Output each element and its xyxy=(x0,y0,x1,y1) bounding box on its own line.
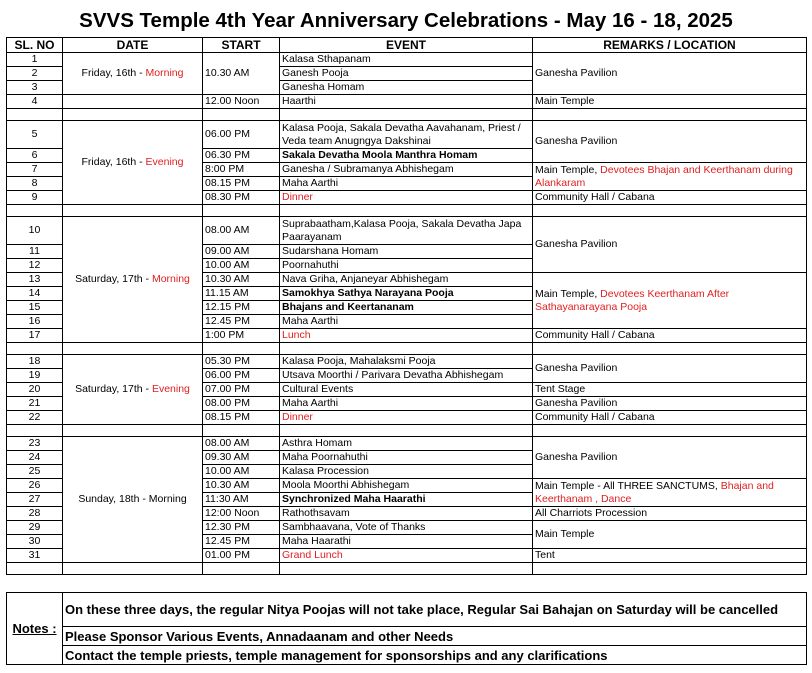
header-remarks: REMARKS / LOCATION xyxy=(533,38,807,53)
event-cell: Kalasa Pooja, Mahalaksmi Pooja xyxy=(280,355,533,369)
event-cell: Cultural Events xyxy=(280,383,533,397)
remarks-cell: Main Temple, Devotees Keerthanam After Sathayanarayana Pooja xyxy=(533,273,807,329)
sl-cell: 2 xyxy=(7,67,63,81)
page-title: SVVS Temple 4th Year Anniversary Celebrations - May 16 - 18, 2025 xyxy=(79,9,733,32)
event-cell: Maha Aarthi xyxy=(280,177,533,191)
notes-row xyxy=(7,593,807,627)
sl-cell: 12 xyxy=(7,259,63,273)
event-cell: Haarthi xyxy=(280,95,533,109)
table-row xyxy=(7,53,807,67)
sl-cell: 6 xyxy=(7,149,63,163)
start-cell: 08.00 PM xyxy=(203,397,280,411)
remarks-cell: Main Temple, Devotees Bhajan and Keerthanam during Alankaram xyxy=(533,163,807,191)
start-cell: 08.15 PM xyxy=(203,177,280,191)
sl-cell: 9 xyxy=(7,191,63,205)
event-cell: Asthra Homam xyxy=(280,437,533,451)
event-cell: Poornahuthi xyxy=(280,259,533,273)
table-row xyxy=(7,355,807,369)
sl-cell: 17 xyxy=(7,329,63,343)
note-line: Please Sponsor Various Events, Annadaanam and other Needs xyxy=(63,627,807,646)
sl-cell: 5 xyxy=(7,121,63,149)
spacer-row xyxy=(7,205,807,217)
event-cell: Ganesh Pooja xyxy=(280,67,533,81)
remarks-cell: Ganesha Pavilion xyxy=(533,397,807,411)
remarks-cell: Ganesha Pavilion xyxy=(533,217,807,273)
start-cell: 10.00 AM xyxy=(203,465,280,479)
note-line: On these three days, the regular Nitya Poojas will not take place, Regular Sai Bahajan on Saturday will be cancelled xyxy=(63,593,807,627)
sl-cell: 14 xyxy=(7,287,63,301)
sl-cell: 11 xyxy=(7,245,63,259)
start-cell: 05.30 PM xyxy=(203,355,280,369)
header-date: DATE xyxy=(63,38,203,53)
notes-table xyxy=(6,592,807,665)
remarks-cell: Ganesha Pavilion xyxy=(533,437,807,479)
event-cell: Ganesha Homam xyxy=(280,81,533,95)
sl-cell: 26 xyxy=(7,479,63,493)
start-cell: 11.15 AM xyxy=(203,287,280,301)
event-cell: Maha Aarthi xyxy=(280,315,533,329)
start-cell: 12:00 Noon xyxy=(203,507,280,521)
sl-cell: 30 xyxy=(7,535,63,549)
remarks-cell: Community Hall / Cabana xyxy=(533,191,807,205)
event-cell: Kalasa Procession xyxy=(280,465,533,479)
sl-cell: 8 xyxy=(7,177,63,191)
notes-row xyxy=(7,627,807,646)
date-cell-empty xyxy=(63,95,203,109)
remarks-cell: Ganesha Pavilion xyxy=(533,355,807,383)
start-cell: 10.30 AM xyxy=(203,273,280,287)
notes-label: Notes : xyxy=(7,593,63,665)
event-cell: Maha Haarathi xyxy=(280,535,533,549)
remarks-cell: Tent xyxy=(533,549,807,563)
event-cell: Rathothsavam xyxy=(280,507,533,521)
event-cell: Sambhaavana, Vote of Thanks xyxy=(280,521,533,535)
start-cell: 01.00 PM xyxy=(203,549,280,563)
sl-cell: 28 xyxy=(7,507,63,521)
sl-cell: 23 xyxy=(7,437,63,451)
sl-cell: 21 xyxy=(7,397,63,411)
sl-cell: 10 xyxy=(7,217,63,245)
header-row xyxy=(7,38,807,53)
remarks-cell: Ganesha Pavilion xyxy=(533,121,807,163)
sl-cell: 22 xyxy=(7,411,63,425)
sl-cell: 18 xyxy=(7,355,63,369)
sl-cell: 15 xyxy=(7,301,63,315)
start-cell: 10.30 AM xyxy=(203,479,280,493)
event-cell: Grand Lunch xyxy=(280,549,533,563)
start-cell: 11:30 AM xyxy=(203,493,280,507)
sl-cell: 7 xyxy=(7,163,63,177)
sl-cell: 24 xyxy=(7,451,63,465)
remarks-cell: Tent Stage xyxy=(533,383,807,397)
event-cell: Nava Griha, Anjaneyar Abhishegam xyxy=(280,273,533,287)
table-row xyxy=(7,95,807,109)
event-cell: Moola Moorthi Abhishegam xyxy=(280,479,533,493)
date-cell-sat-morning: Saturday, 17th - Morning xyxy=(63,217,203,343)
table-row xyxy=(7,217,807,245)
event-cell: Maha Poornahuthi xyxy=(280,451,533,465)
header-start: START xyxy=(203,38,280,53)
event-cell: Ganesha / Subramanya Abhishegam xyxy=(280,163,533,177)
start-cell: 12.45 PM xyxy=(203,535,280,549)
sl-cell: 20 xyxy=(7,383,63,397)
sl-cell: 4 xyxy=(7,95,63,109)
start-cell: 12.45 PM xyxy=(203,315,280,329)
start-cell: 12.15 PM xyxy=(203,301,280,315)
date-cell-fri-morning: Friday, 16th - Morning xyxy=(63,53,203,95)
date-cell-sun-morning: Sunday, 18th - Morning xyxy=(63,437,203,563)
sl-cell: 16 xyxy=(7,315,63,329)
notes-row xyxy=(7,646,807,665)
event-cell: Dinner xyxy=(280,411,533,425)
start-cell: 08.15 PM xyxy=(203,411,280,425)
event-cell: Kalasa Pooja, Sakala Devatha Aavahanam, Priest / Veda team Anugngya Dakshinai xyxy=(280,121,533,149)
sl-cell: 13 xyxy=(7,273,63,287)
start-cell: 08.00 AM xyxy=(203,217,280,245)
table-row xyxy=(7,121,807,149)
start-cell: 06.00 PM xyxy=(203,369,280,383)
remarks-cell: Main Temple - All THREE SANCTUMS, Bhajan and Keerthanam , Dance xyxy=(533,479,807,507)
sl-cell: 3 xyxy=(7,81,63,95)
event-cell: Suprabaatham,Kalasa Pooja, Sakala Devatha Japa Paarayanam xyxy=(280,217,533,245)
start-cell: 12.30 PM xyxy=(203,521,280,535)
event-cell: Sudarshana Homam xyxy=(280,245,533,259)
spacer-row xyxy=(7,343,807,355)
table-row xyxy=(7,437,807,451)
start-cell: 10.00 AM xyxy=(203,259,280,273)
start-cell: 10.30 AM xyxy=(203,53,280,95)
start-cell: 1:00 PM xyxy=(203,329,280,343)
remarks-cell: Ganesha Pavilion xyxy=(533,53,807,95)
event-cell: Lunch xyxy=(280,329,533,343)
event-cell: Sakala Devatha Moola Manthra Homam xyxy=(280,149,533,163)
start-cell: 09.00 AM xyxy=(203,245,280,259)
start-cell: 06.00 PM xyxy=(203,121,280,149)
sl-cell: 25 xyxy=(7,465,63,479)
sl-cell: 27 xyxy=(7,493,63,507)
event-cell: Maha Aarthi xyxy=(280,397,533,411)
spacer-row xyxy=(7,563,807,575)
event-cell: Dinner xyxy=(280,191,533,205)
spacer-row xyxy=(7,425,807,437)
event-cell: Utsava Moorthi / Parivara Devatha Abhishegam xyxy=(280,369,533,383)
start-cell: 12.00 Noon xyxy=(203,95,280,109)
event-cell: Samokhya Sathya Narayana Pooja xyxy=(280,287,533,301)
header-event: EVENT xyxy=(280,38,533,53)
remarks-cell: Community Hall / Cabana xyxy=(533,411,807,425)
start-cell: 8:00 PM xyxy=(203,163,280,177)
sl-cell: 19 xyxy=(7,369,63,383)
remarks-cell: Community Hall / Cabana xyxy=(533,329,807,343)
remarks-cell: Main Temple xyxy=(533,95,807,109)
event-cell: Bhajans and Keertananam xyxy=(280,301,533,315)
note-line: Contact the temple priests, temple management for sponsorships and any clarifications xyxy=(63,646,807,665)
event-cell: Kalasa Sthapanam xyxy=(280,53,533,67)
schedule-table xyxy=(6,37,807,575)
remarks-cell: All Charriots Procession xyxy=(533,507,807,521)
start-cell: 07.00 PM xyxy=(203,383,280,397)
date-cell-fri-evening: Friday, 16th - Evening xyxy=(63,121,203,205)
header-sl: SL. NO xyxy=(7,38,63,53)
remarks-cell: Main Temple xyxy=(533,521,807,549)
spacer-row xyxy=(7,109,807,121)
sl-cell: 29 xyxy=(7,521,63,535)
date-cell-sat-evening: Saturday, 17th - Evening xyxy=(63,355,203,425)
start-cell: 08.30 PM xyxy=(203,191,280,205)
sl-cell: 1 xyxy=(7,53,63,67)
start-cell: 06.30 PM xyxy=(203,149,280,163)
start-cell: 08.00 AM xyxy=(203,437,280,451)
start-cell: 09.30 AM xyxy=(203,451,280,465)
event-cell: Synchronized Maha Haarathi xyxy=(280,493,533,507)
sl-cell: 31 xyxy=(7,549,63,563)
